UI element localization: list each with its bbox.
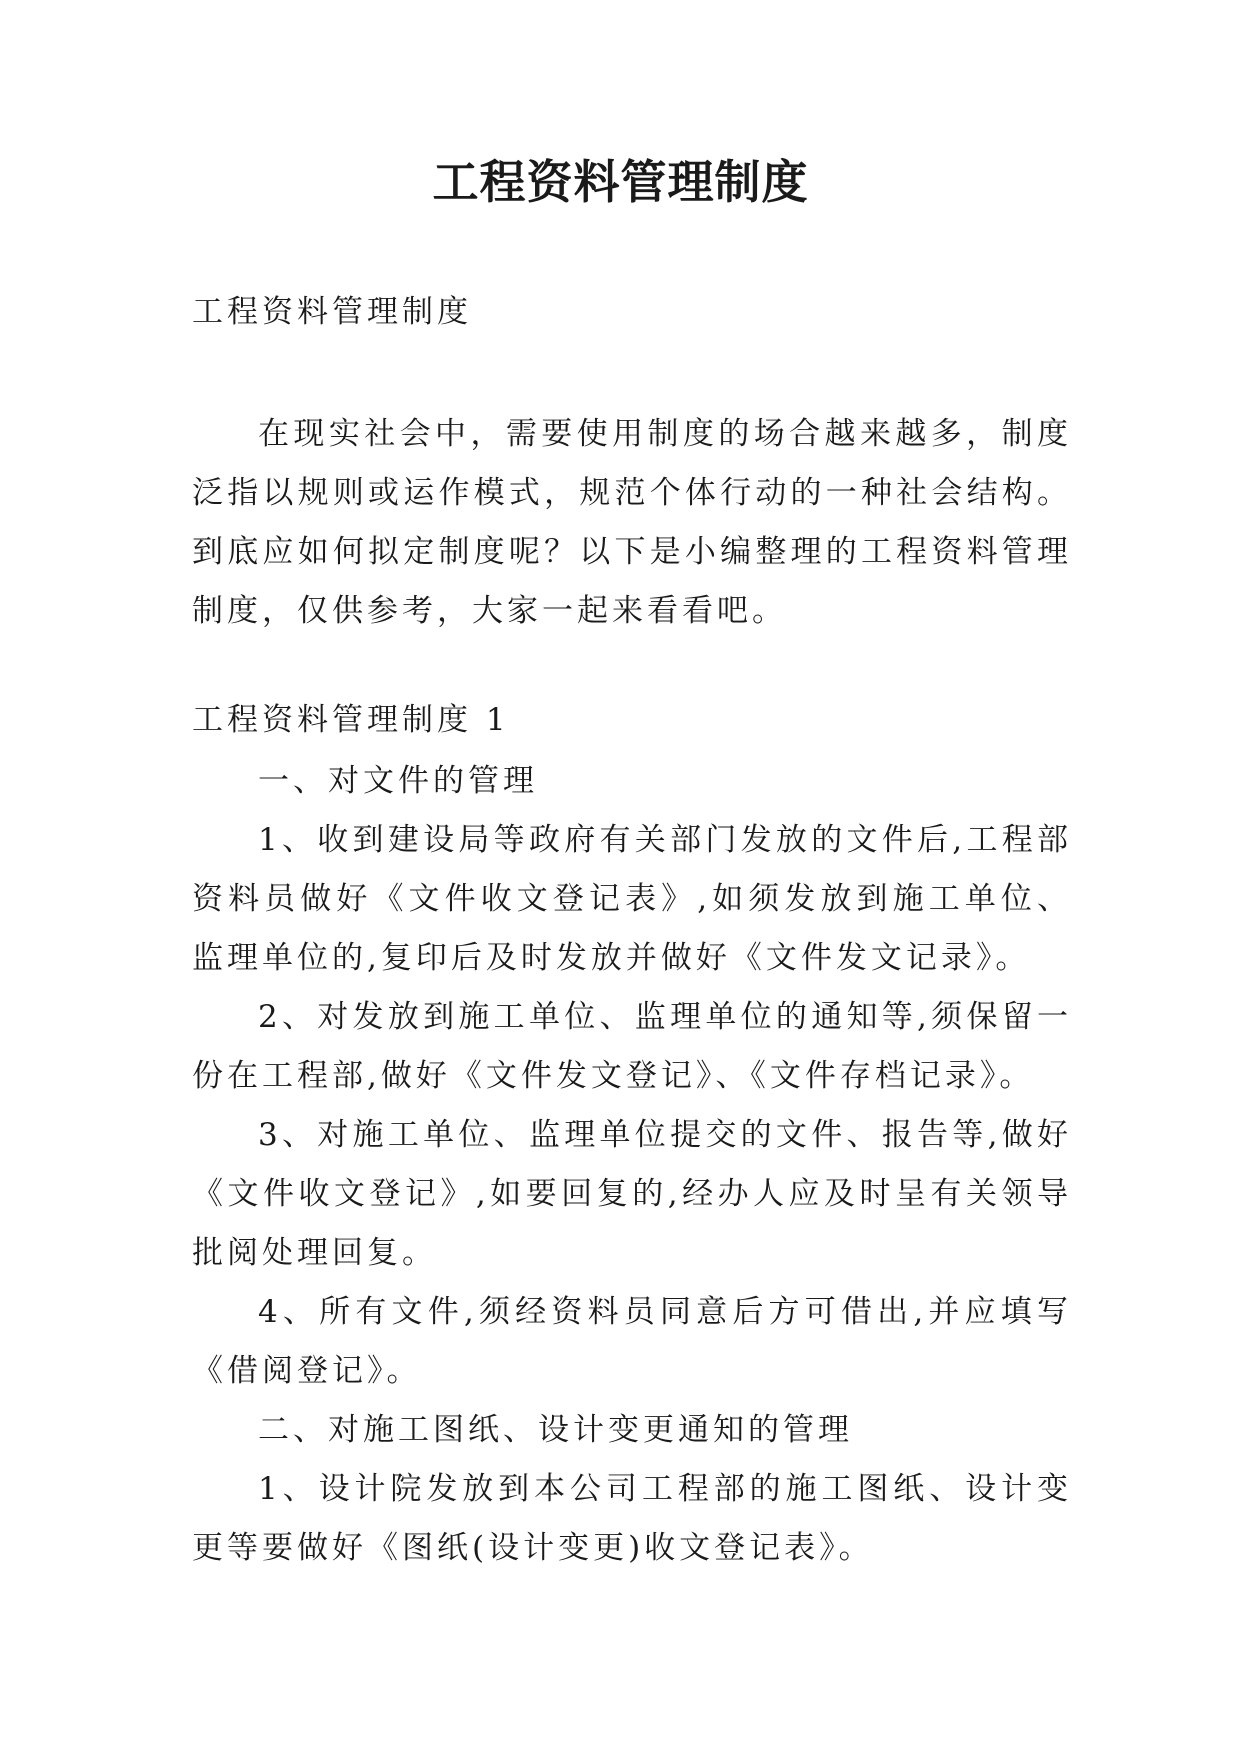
section-content <box>192 752 1072 1578</box>
document-subtitle: 工程资料管理制度 <box>192 294 472 330</box>
paragraph-item-3: 3、对施工单位、监理单位提交的文件、报告等,做好《文件收文登记》,如要回复的,经办人应及时呈有关领导批阅处理回复。 <box>192 1117 1072 1271</box>
paragraph-drawing-item-1: 1、设计院发放到本公司工程部的施工图纸、设计变更等要做好《图纸(设计变更)收文登记表》。 <box>192 1471 1072 1566</box>
paragraph-item-4: 4、所有文件,须经资料员同意后方可借出,并应填写《借阅登记》。 <box>192 1294 1072 1389</box>
section-heading: 工程资料管理制度 1 <box>192 702 510 738</box>
intro-paragraph: 在现实社会中，需要使用制度的场合越来越多，制度泛指以规则或运作模式，规范个体行动的一种社会结构。到底应如何拟定制度呢？以下是小编整理的工程资料管理制度，仅供参考，大家一起来看看吧。 <box>192 416 1072 629</box>
document-title: 工程资料管理制度 <box>432 155 809 209</box>
heading-drawing-management: 二、对施工图纸、设计变更通知的管理 <box>258 1412 853 1448</box>
paragraph-item-1: 1、收到建设局等政府有关部门发放的文件后,工程部资料员做好《文件收文登记表》,如须发放到施工单位、监理单位的,复印后及时发放并做好《文件发文记录》。 <box>192 822 1072 976</box>
heading-document-management: 一、对文件的管理 <box>258 763 538 799</box>
paragraph-item-2: 2、对发放到施工单位、监理单位的通知等,须保留一份在工程部,做好《文件发文登记》、《文件存档记录》。 <box>192 999 1072 1094</box>
